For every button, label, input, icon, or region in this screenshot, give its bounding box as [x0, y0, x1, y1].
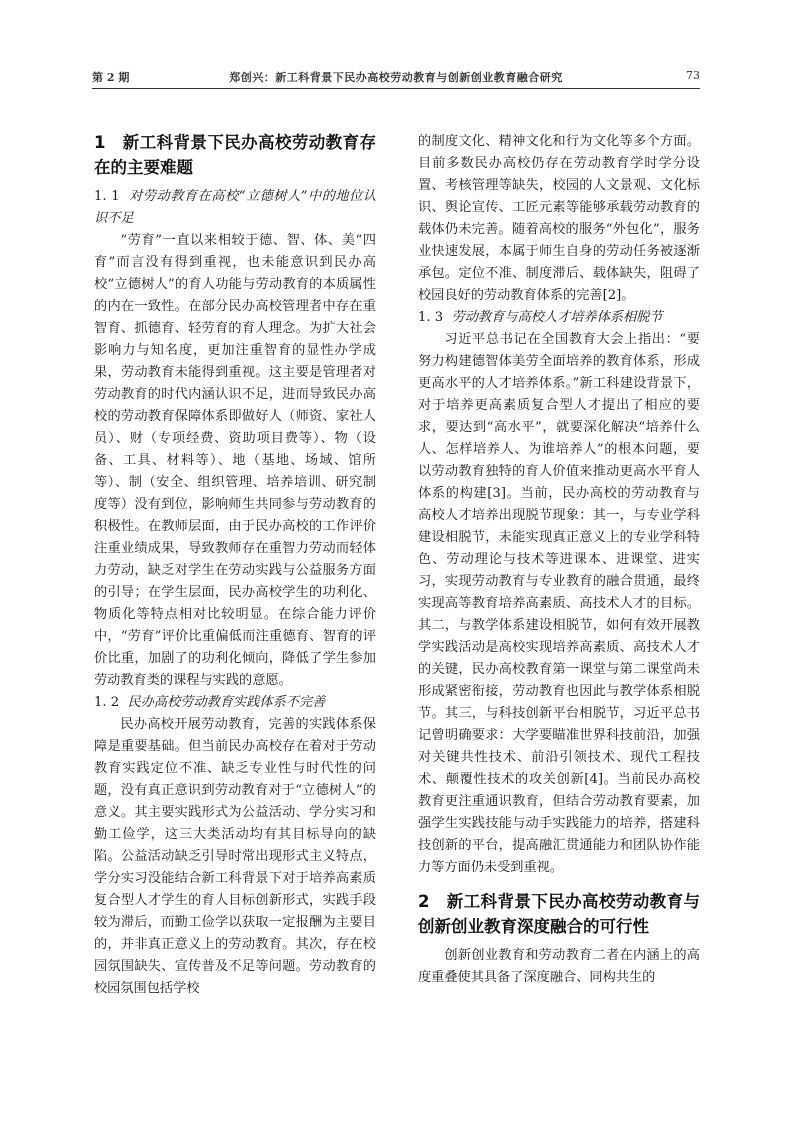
paragraph-2: 创新创业教育和劳动教育二者在内涵上的高度重叠使其具备了深度融合、同构共生的	[418, 948, 700, 985]
paragraph-1-2: 民办高校开展劳动教育，完善的实践体系保障是重要基础。但当前民办高校存在着对于劳动教育实践定位不准、缺乏专业性与时代性的问题，没有真正意识到劳动教育对于“立德树人”的意义。其主要实践形式为公益活动、学分实习和勤工俭学，这三大类活动均有其目标导向的缺陷。公益活动缺乏引导时常出现形式主义特点，学分实习没能结合新工科背景下对于培养高素质复合型人才学生的育人目标创新形式，实践手段较为滞后，而勤工俭学以获取一定报酬为主要目的，并非真正意义上的劳动教育。其次，存在校园氛围缺失、宣传普及不足等问题。劳动教育的校园氛围包括学校	[94, 717, 376, 996]
subsection-1-1-number: 1. 1	[94, 189, 120, 204]
subsection-1-2-heading	[94, 692, 376, 714]
subsection-1-2-title: 民办高校劳动教育实践体系不完善	[127, 695, 326, 710]
subsection-1-3-number: 1. 3	[418, 310, 444, 325]
page-number: 73	[686, 69, 700, 82]
subsection-1-1-heading	[94, 186, 376, 230]
paragraph-1-3: 习近平总书记在全国教育大会上指出：“要努力构建德智体美劳全面培养的教育体系，形成更高水平的人才培养体系。”新工科建设背景下，对于培养更高素质复合型人才提出了相应的要求，要达到“高水平”，就要深化解决“培养什么人、怎样培养人、为谁培养人”的根本问题，要以劳动教育独特的育人价值来推动更高水平育人体系的构建[3]。当前，民办高校的劳动教育与高校人才培养出现脱节现象：其一，与专业学科建设相脱节，未能实现真正意义上的专业学科特色、劳动理论与技术等进课本、进课堂、进实习，实现劳动教育与专业教育的融合贯通，最终实现高等教育培养高素质、高技术人才的目标。其二，与教学体系建设相脱节，如何有效开展教学实践活动是高校实现培养高素质、高技术人才的关键，民办高校教育第一课堂与第二课堂尚未形成紧密衔接，劳动教育也因此与教学体系相脱节。其三，与科技创新平台相脱节，习近平总书记曾明确要求：大学要瞄准世界科技前沿，加强对关键共性技术、前沿引领技术、现代工程技术、颠覆性技术的攻关创新[4]。当前民办高校教育更注重通识教育，但结合劳动教育要素，加强学生实践技能与动手实践能力的培养，搭建科技创新的平台，提高融汇贯通能力和团队协作能力等方面仍未受到重视。	[418, 332, 700, 875]
paragraph-1-2-continued: 的制度文化、精神文化和行为文化等多个方面。目前多数民办高校仍存在劳动教育学时学分设置、考核管理等缺失，校园的人文景观、文化标识、舆论宣传、工匠元素等能够承载劳动教育的载体仍未完善。随着高校的服务“外包化”，服务业快速发展，本属于师生自身的劳动任务被逐渐承包。定位不准、制度滞后、载体缺失，阻碍了校园良好的劳动教育体系的完善[2]。	[418, 134, 700, 303]
subsection-1-3-title: 劳动教育与高校人才培养体系相脱节	[451, 310, 663, 325]
paragraph-1-1: “劳育”一直以来相较于德、智、体、美“四育”而言没有得到重视，也未能意识到民办高校“立德树人”的育人功能与劳动教育的本质属性的内在一致性。在部分民办高校管理者中存在重智育、抓德育、轻劳育的育人理念。为扩大社会影响力与知名度，更加注重智育的显性办学成果，劳动教育未能得到重视。这主要是管理者对劳动教育的时代内涵认识不足，进而导致民办高校的劳动教育保障体系即做好人（师资、家社人员）、财（专项经费、资助项目费等）、物（设备、工具、材料等）、地（基地、场域、馆所等）、制（安全、组织管理、培养培训、研究制度等）没有到位，影响师生共同参与劳动教育的积极性。在教师层面，由于民办高校的工作评价注重业绩成果，导致教师存在重智力劳动而轻体力劳动，缺乏对学生在劳动实践与公益服务方面的引导；在学生层面，民办高校学生的功利化、物质化等特点相对比较明显。在综合能力评价中，“劳育”评价比重偏低而注重德育、智育的评价比重，加剧了的功利化倾向，降低了学生参加劳动教育类的课程与实践的意愿。	[94, 233, 376, 688]
left-column	[94, 128, 376, 1000]
header-rule	[92, 88, 700, 89]
section-2-heading: 2 新工科背景下民办高校劳动教育与创新创业教育深度融合的可行性	[418, 892, 700, 936]
subsection-1-2-number: 1. 2	[94, 695, 120, 710]
subsection-1-3-heading	[418, 307, 700, 329]
right-column	[418, 131, 700, 989]
running-header	[92, 69, 700, 87]
running-title: 郑创兴：新工科背景下民办高校劳动教育与创新创业教育融合研究	[229, 71, 563, 84]
subsection-1-1-title: 对劳动教育在高校“立德树人”中的地位认识不足	[94, 189, 377, 226]
issue-label: 第 2 期	[92, 71, 130, 84]
section-1-heading: 1 新工科背景下民办高校劳动教育存在的主要难题	[94, 133, 376, 177]
